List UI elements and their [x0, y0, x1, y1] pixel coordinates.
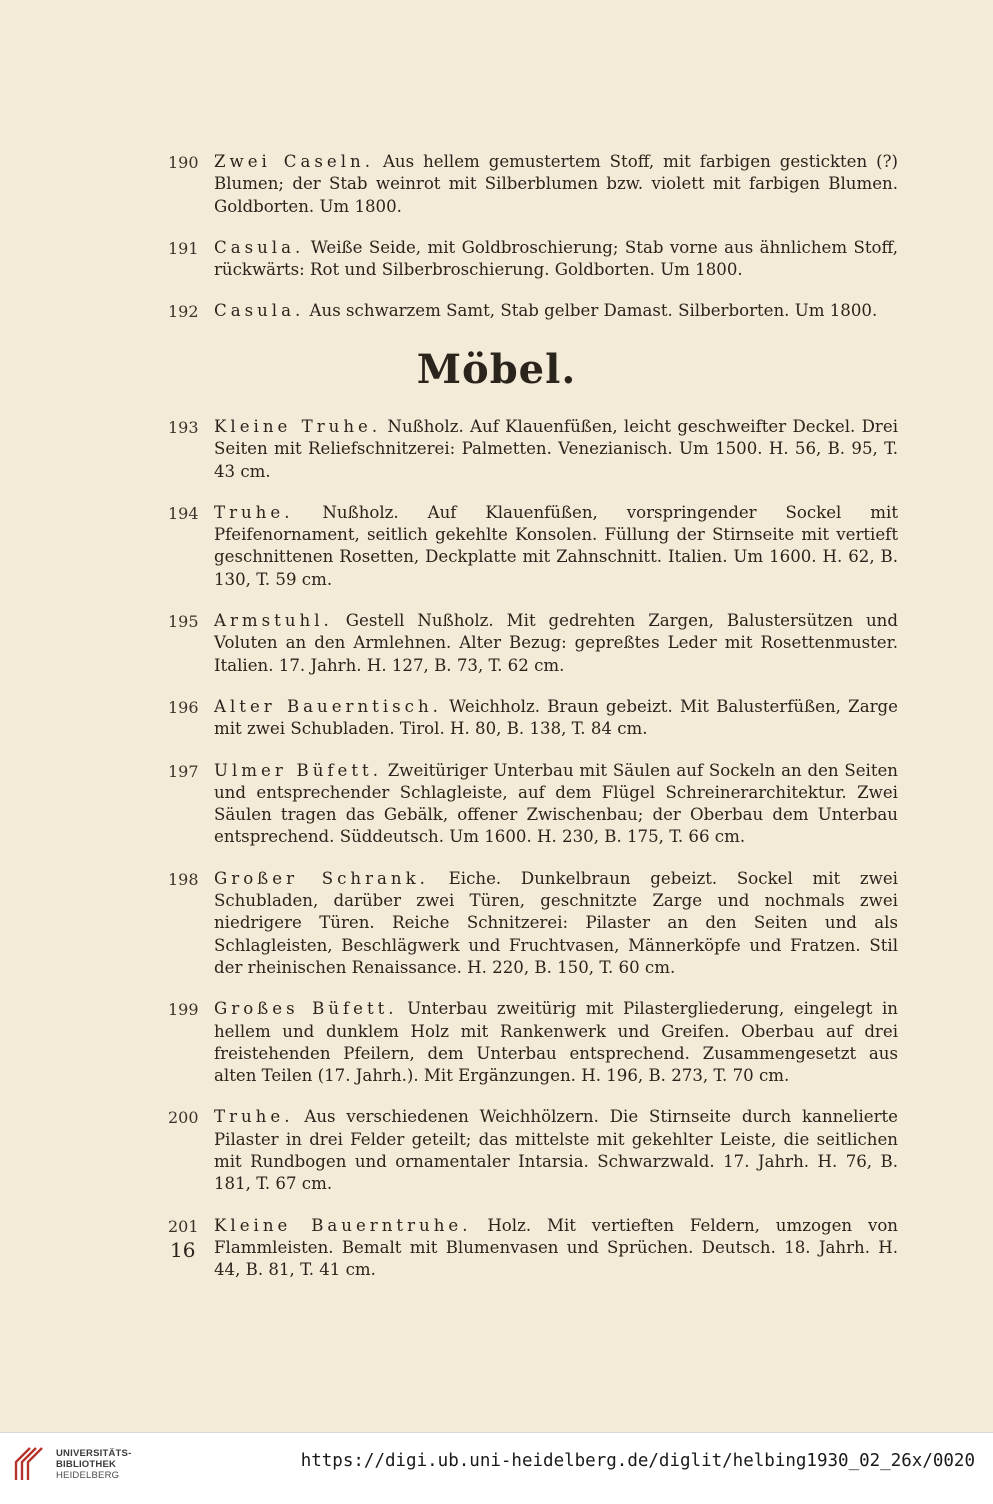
entry-text — [214, 416, 898, 483]
catalog-entry — [168, 760, 898, 849]
library-name[interactable] — [56, 1448, 131, 1481]
entry-name: Zwei Caseln. — [214, 152, 374, 171]
entry-name: Armstuhl. — [214, 611, 333, 631]
entry-name: Großer Schrank. — [214, 868, 429, 888]
entry-description: Nußholz. Auf Klauenfüßen, vorspringender Sockel mit Pfeifenornament, seitlich gekehlte Konsolen. Füllung der Stirnseite mit vertieft geschnittenen Rosetten, Deckplatte mit Zahnschnitt. Italien. Um 1600. H. 62, B. 130, T. 59 cm. — [214, 502, 898, 589]
entry-description: Weichholz. Braun gebeizt. Mit Balusterfüßen, Zarge mit zwei Schubladen. Tirol. H. 80, B. 138, T. 84 cm. — [214, 696, 898, 739]
entry-number: 198 — [168, 869, 199, 889]
entry-text — [214, 868, 898, 979]
catalog-entry — [168, 300, 898, 323]
entry-description: Zweitüriger Unterbau mit Säulen auf Sockeln an den Seiten und entsprechender Schlagleiste, auf dem Flügel Schreinerarchitektur. Zwei Säulen tragen das Gebälk, offener Zwischenbau; der Oberbau dem Unterbau entsprechend. Süddeutsch. Um 1600. H. 230, B. 175, T. 66 cm. — [214, 760, 898, 847]
entry-number: 197 — [168, 761, 199, 781]
catalog-entry — [168, 1106, 898, 1195]
entry-description: Weiße Seide, mit Goldbroschierung; Stab vorne aus ähnlichem Stoff, rückwärts: Rot und Silberbroschierung. Goldborten. Um 1800. — [214, 237, 898, 280]
entry-text — [214, 760, 898, 849]
entry-number: 190 — [168, 153, 199, 172]
entry-number: 200 — [168, 1108, 199, 1128]
entry-description: Eiche. Dunkelbraun gebeizt. Sockel mit zwei Schubladen, darüber zwei Türen, geschnitzte Zarge und nochmals zwei niedrigere Türen. Reiche Schnitzerei: Pilaster an den Seiten und als Schlagleisten, Beschlägwerk und Fruchtvasen, Männerköpfe und Fratzen. Stil der rheinischen Renaissance. H. 220, B. 150, T. 60 cm. — [214, 868, 898, 977]
entry-description: Nußholz. Auf Klauenfüßen, leicht geschweifter Deckel. Drei Seiten mit Reliefschnitzerei: Palmetten. Venezianisch. Um 1500. H. 56, B. 95, T. 43 cm. — [214, 417, 898, 481]
entry-text — [214, 300, 898, 323]
catalog-entry — [168, 502, 898, 591]
entry-number: 196 — [168, 697, 199, 717]
page-number: 16 — [170, 1238, 196, 1262]
entry-description: Holz. Mit vertieften Feldern, umzogen von Flammleisten. Bemalt mit Blumenvasen und Sprüchen. Deutsch. 18. Jahrh. H. 44, B. 81, T. 41 cm. — [214, 1215, 898, 1280]
entry-description: Aus schwarzem Samt, Stab gelber Damast. Silberborten. Um 1800. — [304, 301, 878, 321]
entry-name: Großes Büfett. — [214, 999, 398, 1019]
entry-text — [214, 1106, 898, 1195]
library-name-line2: BIBLIOTHEK — [56, 1459, 117, 1470]
catalog-entry — [168, 998, 898, 1087]
footer-bar — [0, 1432, 993, 1504]
library-name-line3: HEIDELBERG — [56, 1470, 120, 1481]
entry-number: 194 — [168, 503, 199, 523]
entry-number: 192 — [168, 302, 199, 322]
entry-number: 191 — [168, 238, 199, 258]
entry-text — [214, 696, 898, 741]
entry-name: Truhe. — [214, 1107, 294, 1127]
document-url-link[interactable]: https://digi.ub.uni-heidelberg.de/diglit/helbing1930_02_26x/0020 — [300, 1451, 975, 1471]
entry-description: Aus hellem gemustertem Stoff, mit farbigen gestickten (?) Blumen; der Stab weinrot mit Silberblumen bzw. violett mit farbigen Blumen. Goldborten. Um 1800. — [214, 152, 898, 216]
entry-description: Unterbau zweitürig mit Pilastergliederung, eingelegt in hellem und dunklem Holz mit Rankenwerk und Greifen. Oberbau auf drei freistehenden Pfeilern, dem Unterbau entsprechend. Zusammengesetzt aus alten Teilen (17. Jahrh.). Mit Ergänzungen. H. 196, B. 273, T. 70 cm. — [214, 999, 898, 1086]
entry-name: Casula. — [214, 237, 305, 257]
entry-number: 201 — [168, 1216, 199, 1236]
catalog-entry — [168, 151, 898, 218]
entry-number: 195 — [168, 612, 199, 632]
entry-text — [214, 151, 898, 218]
entry-name: Kleine Truhe. — [214, 417, 382, 436]
entry-name: Alter Bauerntisch. — [214, 696, 442, 716]
library-name-line1: UNIVERSITÄTS- — [56, 1448, 132, 1459]
entry-text — [214, 1215, 898, 1282]
entries-main — [168, 416, 898, 1301]
entry-description: Aus verschiedenen Weichhölzern. Die Stirnseite durch kannelierte Pilaster in drei Felder geteilt; das mittelste mit gekehlter Leiste, die seitlichen mit Rundbogen und ornamentaler Intarsia. Schwarzwald. 17. Jahrh. H. 76, B. 181, T. 67 cm. — [214, 1107, 898, 1194]
entry-text — [214, 998, 898, 1087]
entry-name: Casula. — [214, 301, 305, 321]
catalog-entry — [168, 610, 898, 677]
entry-number: 199 — [168, 1000, 199, 1020]
catalog-entry — [168, 416, 898, 483]
section-heading: Möbel. — [416, 346, 577, 393]
entry-name: Ulmer Büfett. — [214, 760, 382, 780]
entry-text — [214, 237, 898, 282]
catalog-entry — [168, 696, 898, 741]
entry-description: Gestell Nußholz. Mit gedrehten Zargen, Balustersützen und Voluten an den Armlehnen. Alter Bezug: gepreßtes Leder mit Rosettenmuster. Italien. 17. Jahrh. H. 127, B. 73, T. 62 cm. — [214, 611, 898, 675]
catalog-entry — [168, 868, 898, 979]
entry-name: Kleine Bauerntruhe. — [214, 1215, 472, 1235]
entry-number: 193 — [168, 418, 199, 437]
entry-text — [214, 502, 898, 591]
entries-top — [168, 151, 898, 342]
entry-text — [214, 610, 898, 677]
library-logo-icon[interactable] — [10, 1444, 46, 1484]
entry-name: Truhe. — [214, 502, 294, 522]
catalog-entry — [168, 1215, 898, 1282]
catalog-entry — [168, 237, 898, 282]
